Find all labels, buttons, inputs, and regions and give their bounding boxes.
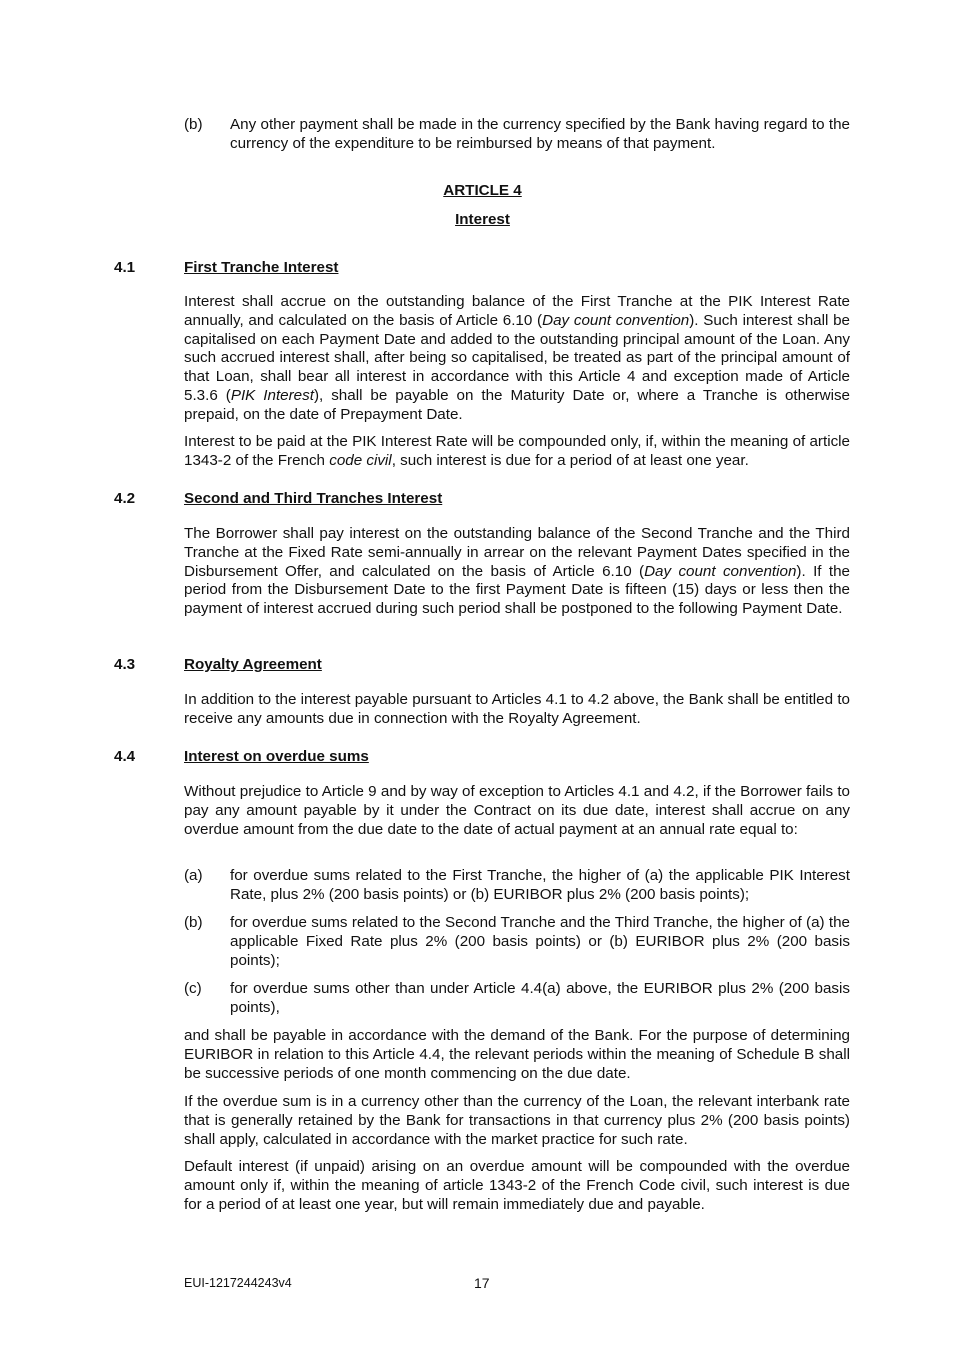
section-4-2-title: Second and Third Tranches Interest [184,490,443,507]
section-4-1-paragraph-1: Interest shall accrue on the outstanding balance of the First Tranche at the PIK Interest Rate annually, and calculated on the basis of Article 6.10 (Day count convention). Such interest shall be capitalised on each Payment Date and added to the outstanding principal amount of the Loan. Any such accrued interest shall, after being so capitalised, be treated as part of the principal amount of that Loan, shall bear all interest in accordance with this Article 4 and exception made of Article 5.3.6 (PIK Interest), shall be payable on the Maturity Date or, where a Tranche is otherwise prepaid, on the date of Prepayment Date. [184,293,850,423]
top-item-label: (b) [184,116,203,133]
section-4-2-paragraph-1: The Borrower shall pay interest on the outstanding balance of the Second Tranche and the Third Tranche at the Fixed Rate semi-annually in arrear on the relevant Payment Dates specified in the Disbursement Offer, and calculated on the basis of Article 6.10 (Day count convention). If the period from the Disbursement Date to the first Payment Date is fifteen (15) days or less then the payment of interest accrued during such period shall be postponed to the following Payment Date. [184,525,850,618]
list-item-text: for overdue sums other than under Article 4.4(a) above, the EURIBOR plus 2% (200 basis points), [230,980,850,1016]
list-item-label: (a) [184,867,203,884]
top-item-text: Any other payment shall be made in the currency specified by the Bank having regard to the currency of the expenditure to be reimbursed by means of that payment. [230,116,850,152]
section-4-3-paragraph-1: In addition to the interest payable pursuant to Articles 4.1 to 4.2 above, the Bank shall be entitled to receive any amounts due in connection with the Royalty Agreement. [184,691,850,727]
article-heading: ARTICLE 4 [443,182,522,199]
list-item-text: for overdue sums related to the First Tranche, the higher of (a) the applicable PIK Interest Rate, plus 2% (200 basis points) or (b) EURIBOR plus 2% (200 basis points); [230,867,850,903]
section-4-4-paragraph-default: Default interest (if unpaid) arising on an overdue amount will be compounded with the overdue amount only if, within the meaning of article 1343-2 of the French Code civil, such interest is due for a period of at least one year, but will remain immediately due and payable. [184,1158,850,1213]
footer-document-ref: EUI-1217244243v4 [184,1276,292,1290]
section-4-3-title: Royalty Agreement [184,656,322,673]
list-item-text: for overdue sums related to the Second Tranche and the Third Tranche, the higher of (a) the applicable Fixed Rate plus 2% (200 basis points) or (b) EURIBOR plus 2% (200 basis points); [230,914,850,969]
section-4-4-intro: Without prejudice to Article 9 and by way of exception to Articles 4.1 and 4.2, if the Borrower fails to pay any amount payable by it under the Contract on its due date, interest shall accrue on any overdue amount from the due date to the date of actual payment at an annual rate equal to: [184,783,850,838]
section-4-4-paragraph-after: and shall be payable in accordance with the demand of the Bank. For the purpose of determining EURIBOR in relation to this Article 4.4, the relevant periods within the meaning of Schedule B shall be successive periods of one month commencing on the due date. [184,1027,850,1082]
section-4-4-title: Interest on overdue sums [184,748,369,765]
section-4-1-paragraph-2: Interest to be paid at the PIK Interest Rate will be compounded only, if, within the meaning of article 1343-2 of the French code civil, such interest is due for a period of at least one year. [184,433,850,469]
article-title: Interest [455,211,510,228]
list-item-label: (c) [184,980,202,997]
page-number: 17 [474,1275,490,1291]
section-4-1-number: 4.1 [114,259,136,276]
list-item-label: (b) [184,914,203,931]
section-4-4-paragraph-currency: If the overdue sum is in a currency other than the currency of the Loan, the relevant interbank rate that is generally retained by the Bank for transactions in that currency plus 2% (200 basis points) shall apply, calculated in accordance with the market practice for such rate. [184,1093,850,1148]
section-4-2-number: 4.2 [114,490,136,507]
section-4-3-number: 4.3 [114,656,136,673]
section-4-4-number: 4.4 [114,748,136,765]
section-4-1-title: First Tranche Interest [184,259,339,276]
